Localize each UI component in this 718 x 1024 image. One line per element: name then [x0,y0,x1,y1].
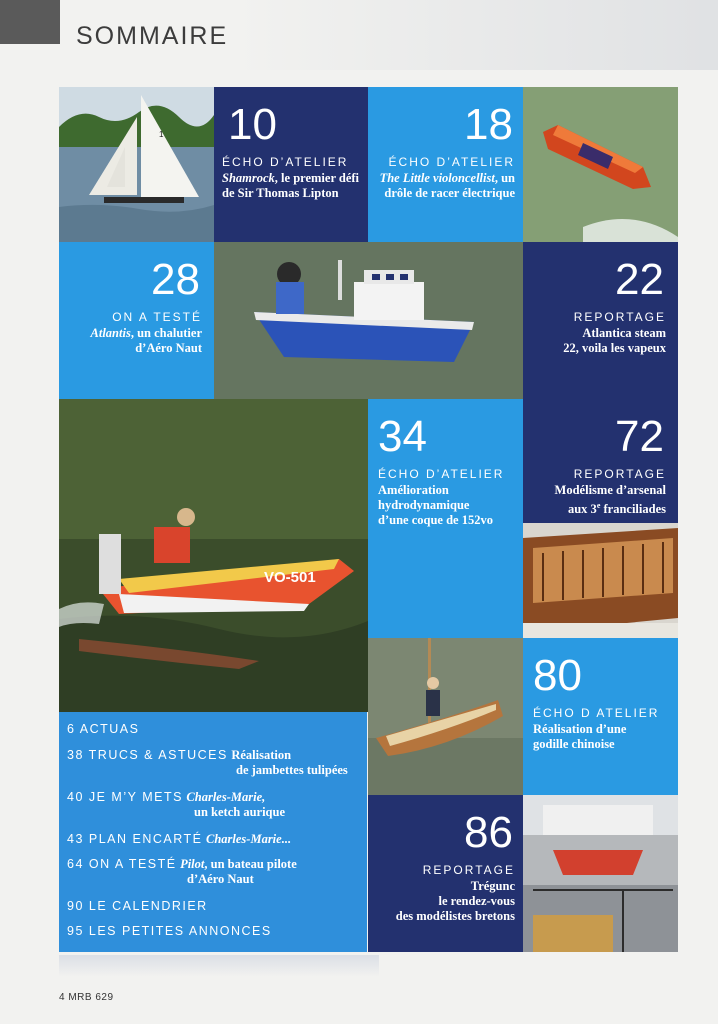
speedboat-photo [59,399,368,712]
arsenal-model-photo [523,523,678,638]
article-card-72[interactable] [523,399,678,523]
page-number: 28 [151,255,200,304]
article-title-italic: Atlantis [90,326,131,340]
list-italic: Charles-Marie, [186,790,266,804]
desc-line: Atlantica steam [582,326,666,340]
list-item[interactable] [67,857,363,886]
desc-line: aux 3 [567,502,597,517]
list-item[interactable] [67,790,363,819]
list-kicker: 90 LE CALENDRIER [67,899,208,913]
article-kicker: REPORTAGE [422,863,515,877]
desc-line: Trégunc [470,879,515,893]
sail-number-label: 1 [159,130,164,139]
desc-line: le premier défi [281,171,360,185]
racer-boat-photo [523,87,678,242]
page-footer: 4 MRB 629 [59,992,114,1003]
list-italic: Charles-Marie... [206,832,292,846]
page-title: SOMMAIRE [76,22,229,50]
article-kicker: ÉCHO D’ATELIER [378,467,505,481]
bleed-through-caption [59,955,379,977]
article-title-italic: Shamrock [222,171,275,185]
article-card-10[interactable] [214,87,368,242]
desc-line: Réalisation d’une [533,722,627,736]
bleed-through-text [230,0,718,70]
article-card-80[interactable] [523,638,678,795]
contents-list [59,712,367,952]
article-card-28[interactable] [59,242,214,399]
desc-line: 22, voila les vapeux [563,341,666,355]
desc-line: Modélisme d’arsenal [554,483,666,497]
list-text: Réalisation [231,748,292,762]
list-kicker: 64 ON A TESTÉ [67,857,177,871]
list-item[interactable] [67,748,363,777]
list-kicker: 43 PLAN ENCARTÉ [67,832,203,846]
desc-line: hydrodynamique [378,498,470,512]
article-kicker: ÉCHO D ATELIER [533,706,660,720]
list-text: un ketch aurique [194,805,285,819]
article-description [378,483,523,528]
desc-line: , un chalutier [130,326,202,340]
desc-line: Amélioration [378,483,449,497]
article-description [368,171,515,201]
header-bar [0,0,60,44]
list-item[interactable] [67,899,208,914]
page-number: 86 [464,808,513,857]
contents-grid [59,87,678,952]
article-description: Shamrock, le premier défi de Sir Thomas Lipton [222,171,360,200]
desc-line: godille chinoise [533,737,615,751]
article-kicker: REPORTAGE [573,467,666,481]
desc-line: le rendez-vous [438,894,515,908]
article-description [533,722,678,752]
list-text: d’Aéro Naut [187,872,254,886]
desc-line: des modélistes bretons [395,909,515,923]
page-number: 34 [378,412,427,461]
article-description [370,879,515,924]
page-number: 18 [464,100,513,149]
list-kicker: 6 ACTUAS [67,722,140,736]
article-kicker: ÉCHO D’ATELIER [222,155,349,169]
list-item[interactable] [67,832,291,847]
desc-line: franciliades [600,502,666,517]
article-card-34[interactable] [368,399,523,638]
list-kicker: 95 LES PETITES ANNONCES [67,924,272,938]
article-description [523,483,666,517]
article-description [62,326,202,356]
superscript: e [596,501,601,510]
desc-line: de Sir Thomas Lipton [222,186,339,200]
desc-line: d’Aéro Naut [135,341,202,355]
page-number: 22 [615,255,664,304]
rowing-boat-photo [368,638,523,795]
list-kicker: 40 JE M’Y METS [67,790,183,804]
article-kicker: ÉCHO D’ATELIER [388,155,515,169]
article-card-86[interactable] [368,795,523,952]
desc-line: d’une coque de 152vo [378,513,493,527]
article-description [523,326,666,356]
desc-line: , un [494,171,515,185]
article-title-italic: The Little violoncellist [379,171,495,185]
hull-number-label: VO-501 [264,569,316,586]
sailboat-photo [59,87,214,242]
article-kicker: REPORTAGE [573,310,666,324]
trawler-photo [214,242,523,399]
page-number: 10 [228,100,277,149]
list-text: de jambettes tulipées [236,763,348,777]
list-text: , un bateau pilote [204,857,297,871]
page-number: 72 [615,412,664,461]
list-kicker: 38 TRUCS & ASTUCES [67,748,228,762]
list-item[interactable] [67,722,139,737]
article-card-22[interactable] [523,242,678,399]
article-kicker: ON A TESTÉ [112,310,202,324]
page-number: 80 [533,651,582,700]
list-item[interactable] [67,924,272,939]
desc-line: drôle de racer électrique [384,186,515,200]
list-italic: Pilot [180,857,205,871]
article-card-18[interactable] [368,87,523,242]
ship-deck-photo [523,795,678,952]
